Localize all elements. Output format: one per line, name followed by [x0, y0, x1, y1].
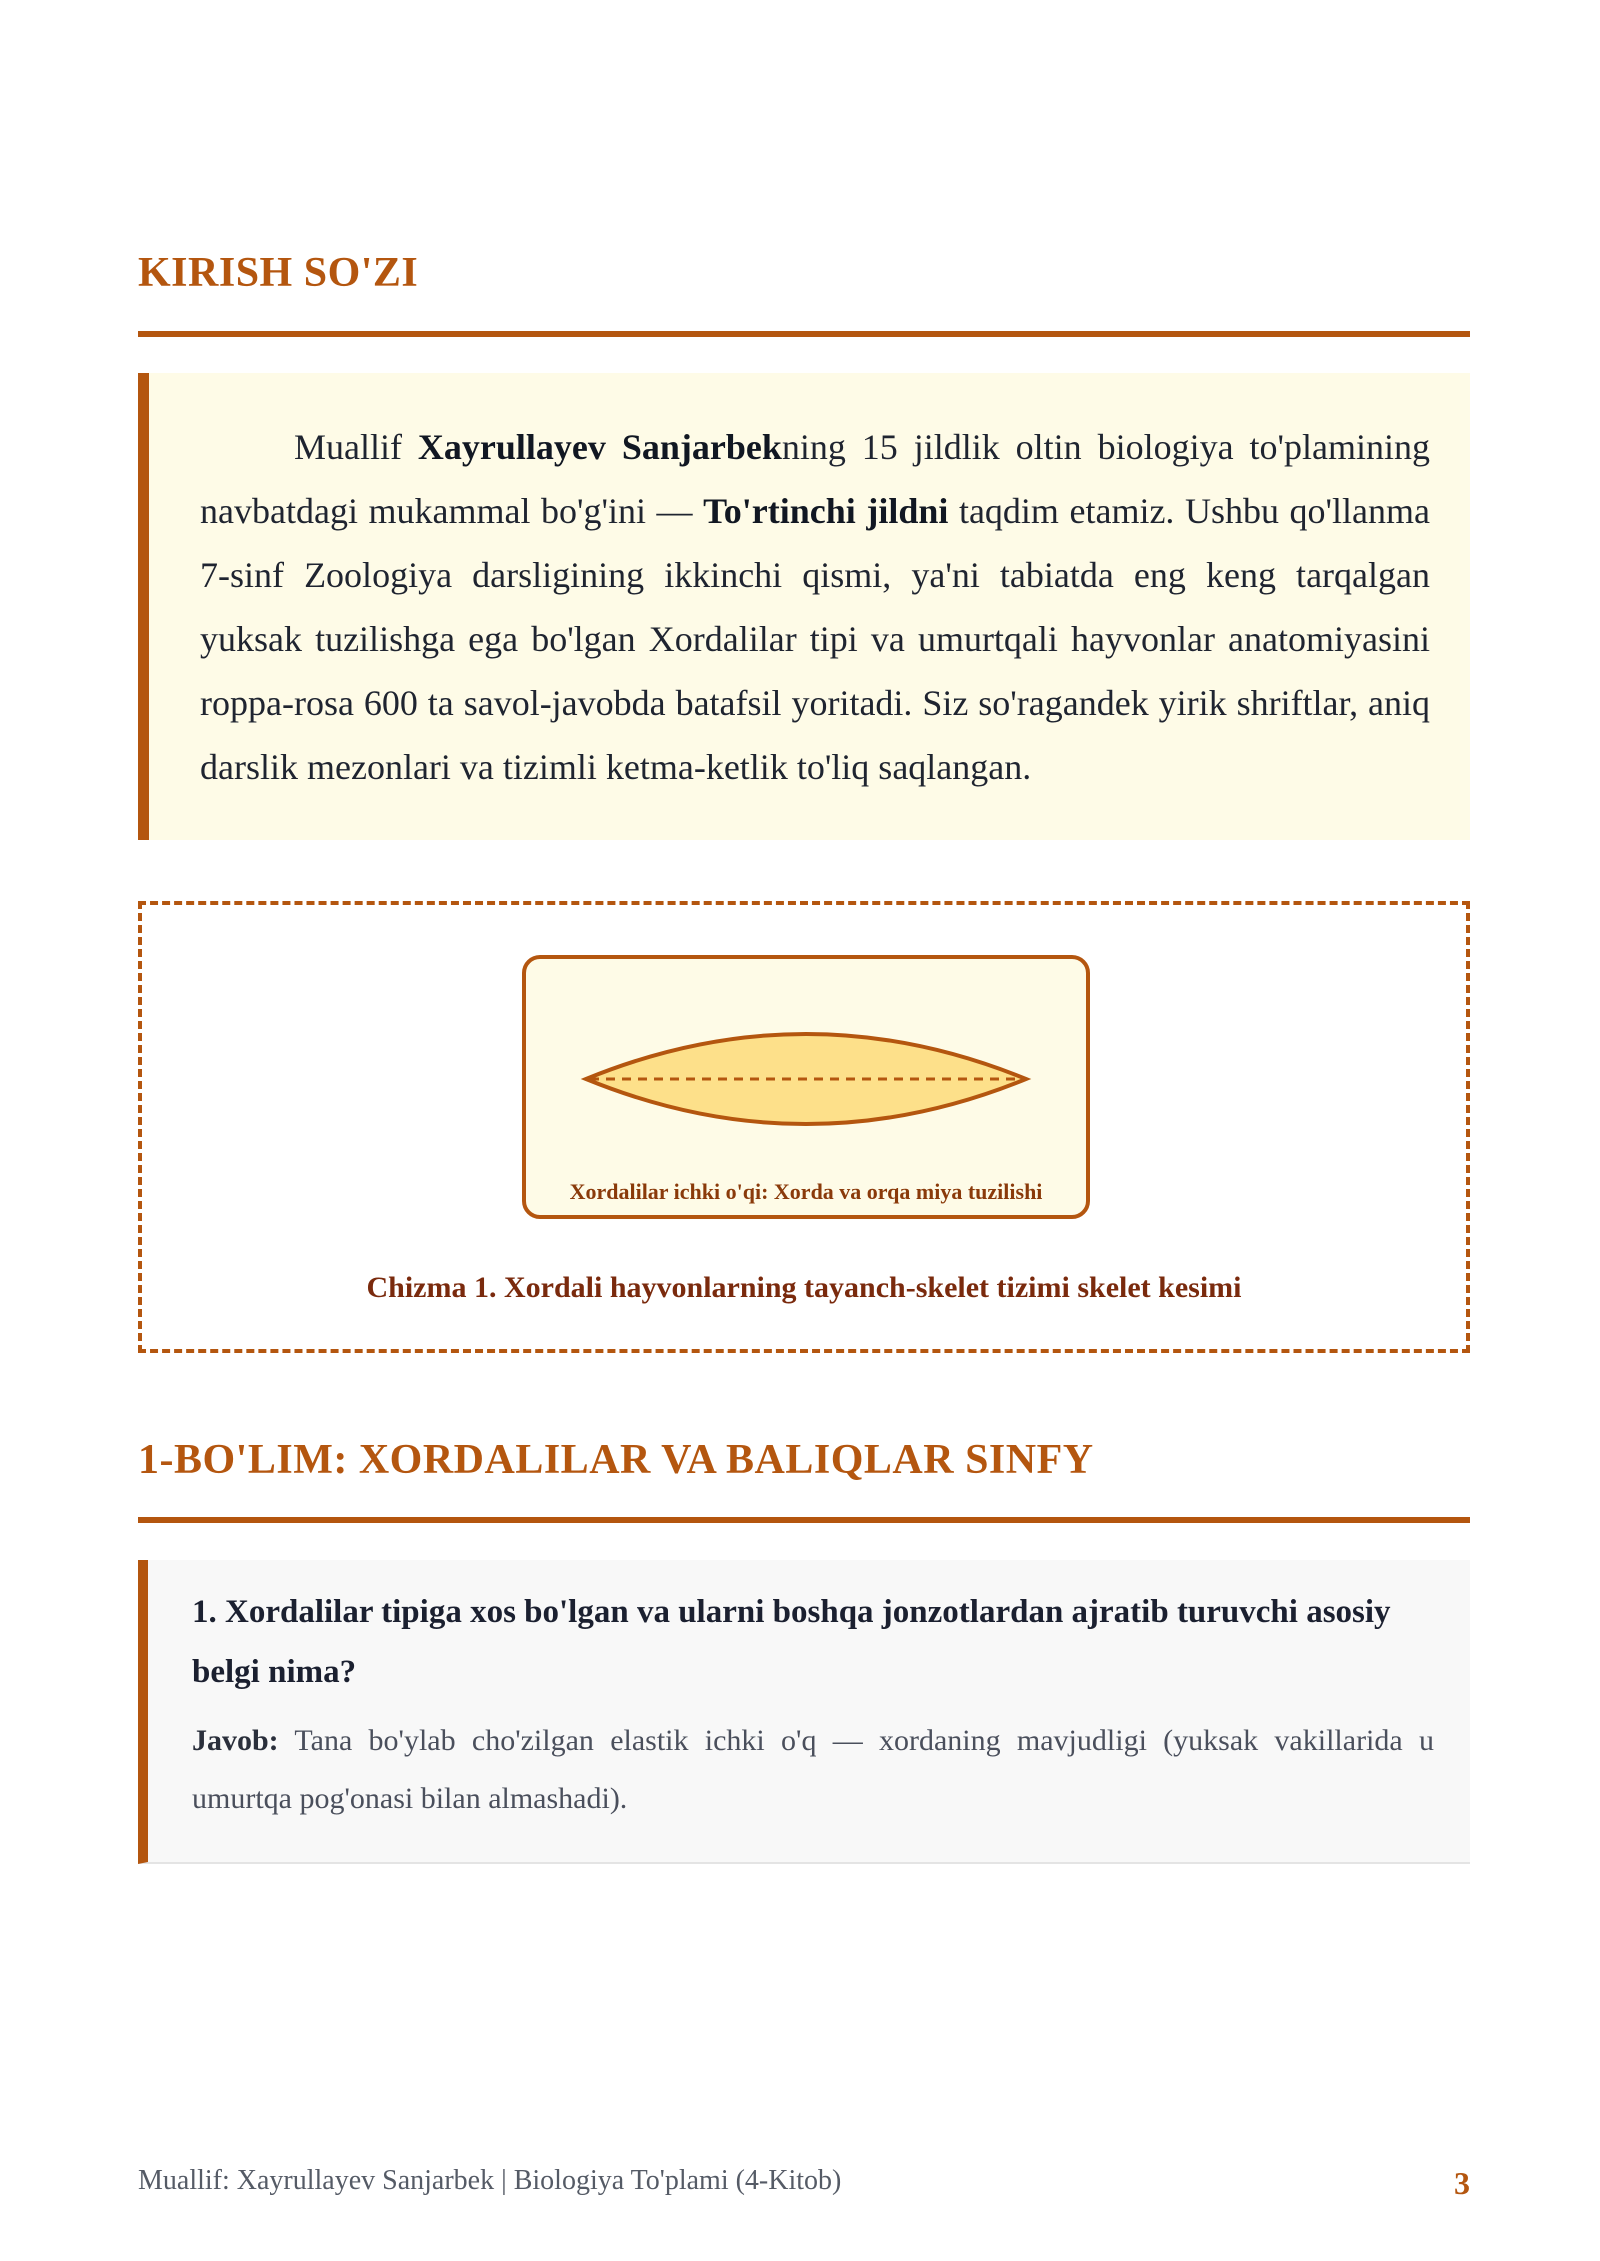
intro-box	[138, 373, 1470, 840]
figure-caption: Chizma 1. Xordali hayvonlarning tayanch-skelet tizimi skelet kesimi	[366, 1271, 1242, 1304]
answer-label: Javob:	[192, 1724, 279, 1757]
answer-body: Tana bo'ylab cho'zilgan elastik ichki o'q — xordaning mavjudligi (yuksak vakillarida u umurtqa pog'onasi bilan almashadi).	[192, 1724, 1434, 1815]
intro-author: Xayrullayev Sanjarbek	[417, 427, 782, 467]
intro-heading: KIRISH SO'ZI	[138, 245, 1470, 337]
answer-text	[192, 1712, 1434, 1828]
notochord-diagram	[526, 959, 1086, 1215]
intro-text-3: taqdim etamiz. Ushbu qo'llanma 7-sinf Zoologiya darsligining ikkinchi qismi, ya'ni tabiatda eng keng tarqalgan yuksak tuzilishga ega bo'lgan Xordalilar tipi va umurtqali hayvonlar anatomiyasini roppa-rosa 600 ta savol-javobda batafsil yoritadi. Siz so'ragandek yirik shriftlar, aniq darslik mezonlari va tizimli ketma-ketlik to'liq saqlangan.	[200, 491, 1430, 787]
section1-heading: 1-BO'LIM: XORDALILAR VA BALIQLAR SINFY	[138, 1432, 1470, 1523]
intro-paragraph	[200, 415, 1430, 799]
figure-label: Xordalilar ichki o'qi: Xorda va orqa miya tuzilishi	[569, 1179, 1043, 1204]
intro-volume: To'rtinchi jildni	[703, 491, 949, 531]
figure-box	[138, 901, 1470, 1353]
page-number: 3	[1454, 2165, 1470, 2201]
question-text: 1. Xordalilar tipiga xos bo'lgan va ularni boshqa jonzotlardan ajratib turuvchi asosiy belgi nima?	[192, 1594, 1391, 1690]
intro-text-1: Muallif	[294, 427, 418, 467]
footer	[138, 2165, 1470, 2205]
intro-text-2: ning 15 jildlik oltin biologiya to'plamining navbatdagi mukammal bo'g'ini —	[200, 427, 1431, 531]
qa-card	[138, 1560, 1470, 1864]
footer-text: Muallif: Xayrullayev Sanjarbek | Biologiya To'plami (4-Kitob)	[138, 2165, 842, 2196]
figure-card	[522, 955, 1090, 1219]
